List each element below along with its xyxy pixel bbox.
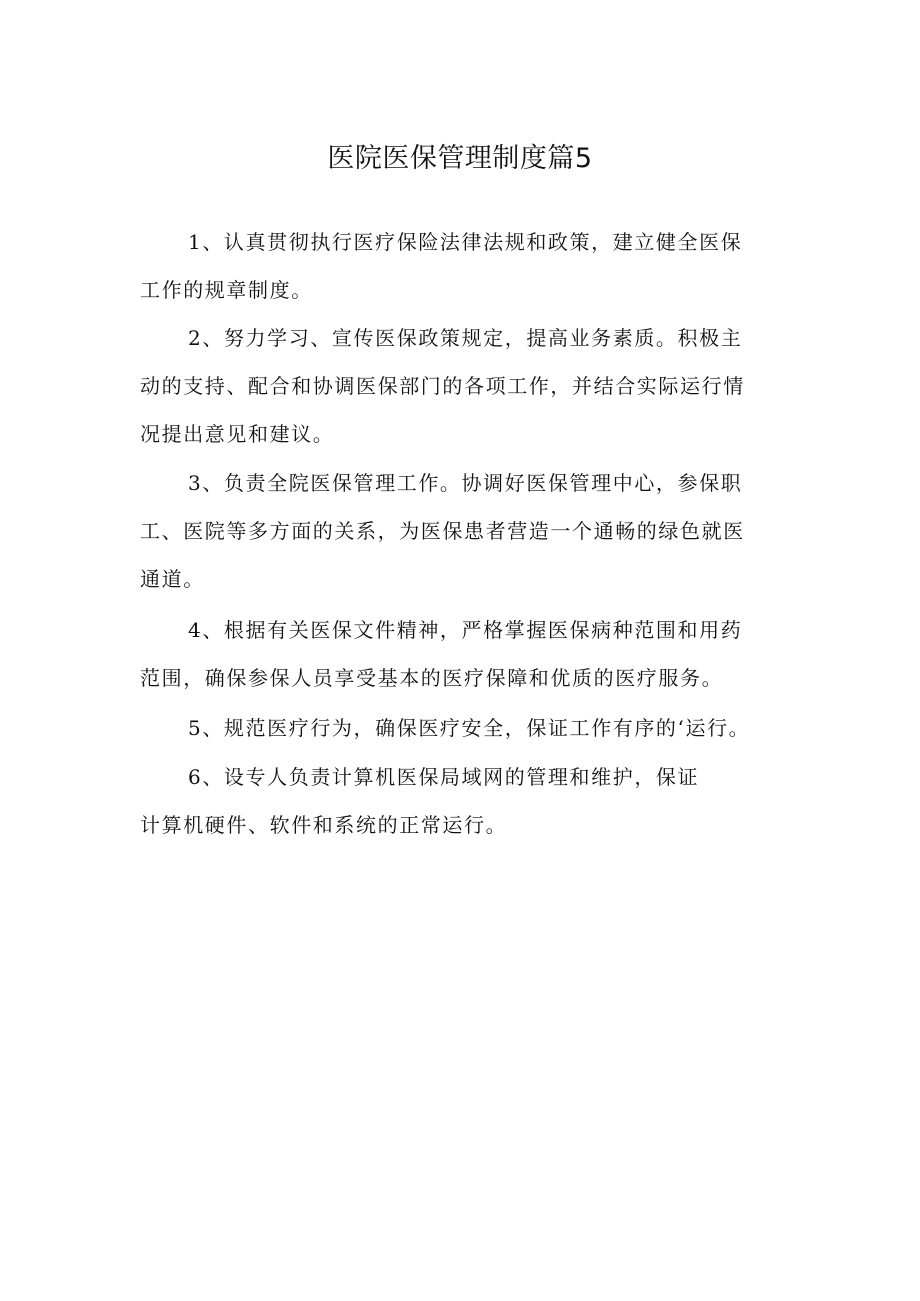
paragraph-line: 通道。 bbox=[140, 567, 205, 591]
paragraph-line: 工、医院等多方面的关系，为医保患者营造一个通畅的绿色就医 bbox=[140, 519, 745, 543]
paragraph-1 bbox=[140, 218, 786, 314]
paragraph-line: 计算机硬件、软件和系统的正常运行。 bbox=[140, 813, 508, 837]
paragraph-line: 5、规范医疗行为，确保医疗安全，保证工作有序的‘运行。 bbox=[188, 716, 751, 740]
paragraph-line: 动的支持、配合和协调医保部门的各项工作，并结合实际运行情 bbox=[140, 374, 745, 398]
paragraph-line: 2、努力学习、宣传医保政策规定，提高业务素质。积极主 bbox=[188, 326, 743, 350]
paragraph-2 bbox=[140, 314, 786, 458]
paragraph-line: 6、设专人负责计算机医保局域网的管理和维护，保证 bbox=[188, 765, 700, 789]
paragraph-line: 1、认真贯彻执行医疗保险法律法规和政策，建立健全医保 bbox=[188, 230, 743, 254]
paragraph-4 bbox=[140, 606, 786, 702]
paragraph-3 bbox=[140, 459, 786, 603]
document-title: 医院医保管理制度篇5 bbox=[327, 143, 593, 174]
paragraph-line: 工作的规章制度。 bbox=[140, 278, 313, 302]
paragraph-5 bbox=[140, 704, 786, 752]
paragraph-line: 范围，确保参保人员享受基本的医疗保障和优质的医疗服务。 bbox=[140, 666, 724, 690]
paragraph-line: 况提出意见和建议。 bbox=[140, 422, 335, 446]
paragraph-line: 4、根据有关医保文件精神，严格掌握医保病种范围和用药 bbox=[188, 618, 743, 642]
paragraph-line: 3、负责全院医保管理工作。协调好医保管理中心，参保职 bbox=[188, 471, 743, 495]
paragraph-6 bbox=[140, 753, 786, 849]
